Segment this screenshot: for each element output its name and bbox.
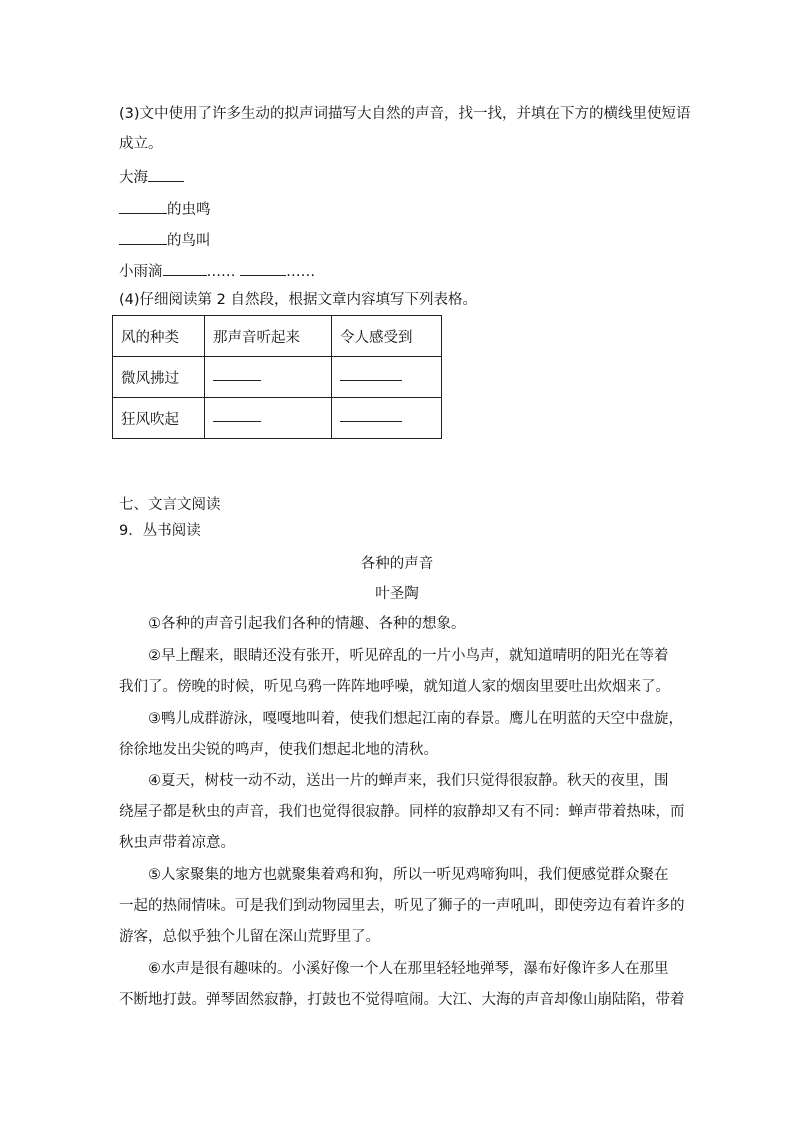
q3-item-bird-label: 的鸟叫 <box>167 233 211 249</box>
article-line: ⑥水声是很有趣味的。小溪好像一个人在那里轻轻地弹琴，瀑布好像许多人在那里 <box>148 961 669 977</box>
answer-blank[interactable] <box>340 370 402 381</box>
table-header-row <box>113 316 442 357</box>
q3-item-rain-label: 小雨滴 <box>119 264 163 280</box>
article-line: ②早上醒来，眼睛还没有张开，听见碎乱的一片小鸟声，就知道晴明的阳光在等着 <box>148 648 669 664</box>
answer-cell <box>332 398 442 439</box>
question-number: 9．丛书阅读 <box>119 523 201 539</box>
answer-blank[interactable] <box>340 411 402 422</box>
article-line: 徐徐地发出尖锐的鸣声，使我们想起北地的清秋。 <box>119 742 438 758</box>
answer-blank[interactable] <box>119 229 167 245</box>
wind-kind-cell: 微风拂过 <box>113 357 205 398</box>
article-line: ①各种的声音引起我们各种的情趣、各种的想象。 <box>148 616 466 632</box>
q3-instruction-line1: (3)文中使用了许多生动的拟声词描写大自然的声音，找一找，并填在下方的横线里使短语 <box>119 106 691 122</box>
article-line: 一起的热闹情味。可是我们到动物园里去，听见了狮子的一声吼叫，即使旁边有着许多的 <box>119 898 685 914</box>
answer-blank[interactable] <box>240 260 286 276</box>
answer-blank[interactable] <box>213 411 261 422</box>
table-header: 那声音听起来 <box>205 316 332 357</box>
article-title: 各种的声音 <box>360 556 434 572</box>
table-row <box>113 357 442 398</box>
answer-blank[interactable] <box>119 198 167 214</box>
q3-item-rain <box>119 260 315 282</box>
q3-item-insect-label: 的虫鸣 <box>167 202 211 218</box>
article-line: ④夏天，树枝一动不动，送出一片的蝉声来，我们只觉得很寂静。秋天的夜里，围 <box>148 773 669 789</box>
q3-item-insect <box>119 198 211 220</box>
section-heading: 七、文言文阅读 <box>119 497 221 513</box>
article-line: ⑤人家聚集的地方也就聚集着鸡和狗，所以一听见鸡啼狗叫，我们便感觉群众聚在 <box>148 867 669 883</box>
answer-blank[interactable] <box>163 260 207 276</box>
table-header: 令人感受到 <box>332 316 442 357</box>
wind-table <box>112 315 442 439</box>
answer-cell <box>205 357 332 398</box>
ellipsis: …… <box>286 264 316 280</box>
q3-item-sea-label: 大海 <box>119 170 148 186</box>
q3-item-sea <box>119 166 184 188</box>
q3-instruction-line2: 成立。 <box>119 136 163 152</box>
article-line: 游客，总似乎独个儿留在深山荒野里了。 <box>119 929 380 945</box>
answer-blank[interactable] <box>148 166 184 182</box>
q3-item-bird <box>119 229 211 251</box>
q4-instruction: (4)仔细阅读第 2 自然段，根据文章内容填写下列表格。 <box>119 292 477 308</box>
article-line: 我们了。傍晚的时候，听见乌鸦一阵阵地呼噪，就知道人家的烟囱里要吐出炊烟来了。 <box>119 679 670 695</box>
article-line: 绕屋子都是秋虫的声音，我们也觉得很寂静。同样的寂静却又有不同：蝉声带着热味，而 <box>119 804 685 820</box>
article-author: 叶圣陶 <box>375 586 419 602</box>
article-line: 不断地打鼓。弹琴固然寂静，打鼓也不觉得喧闹。大江、大海的声音却像山崩陆陷，带着 <box>119 992 685 1008</box>
answer-cell <box>332 357 442 398</box>
article-line: 秋虫声带着凉意。 <box>119 835 235 851</box>
answer-cell <box>205 398 332 439</box>
table-header: 风的种类 <box>113 316 205 357</box>
wind-kind-cell: 狂风吹起 <box>113 398 205 439</box>
answer-blank[interactable] <box>213 370 261 381</box>
table-row <box>113 398 442 439</box>
ellipsis: …… <box>206 264 236 280</box>
article-line: ③鸭儿成群游泳，嘎嘎地叫着，使我们想起江南的春景。鹰儿在明蓝的天空中盘旋， <box>148 711 683 727</box>
